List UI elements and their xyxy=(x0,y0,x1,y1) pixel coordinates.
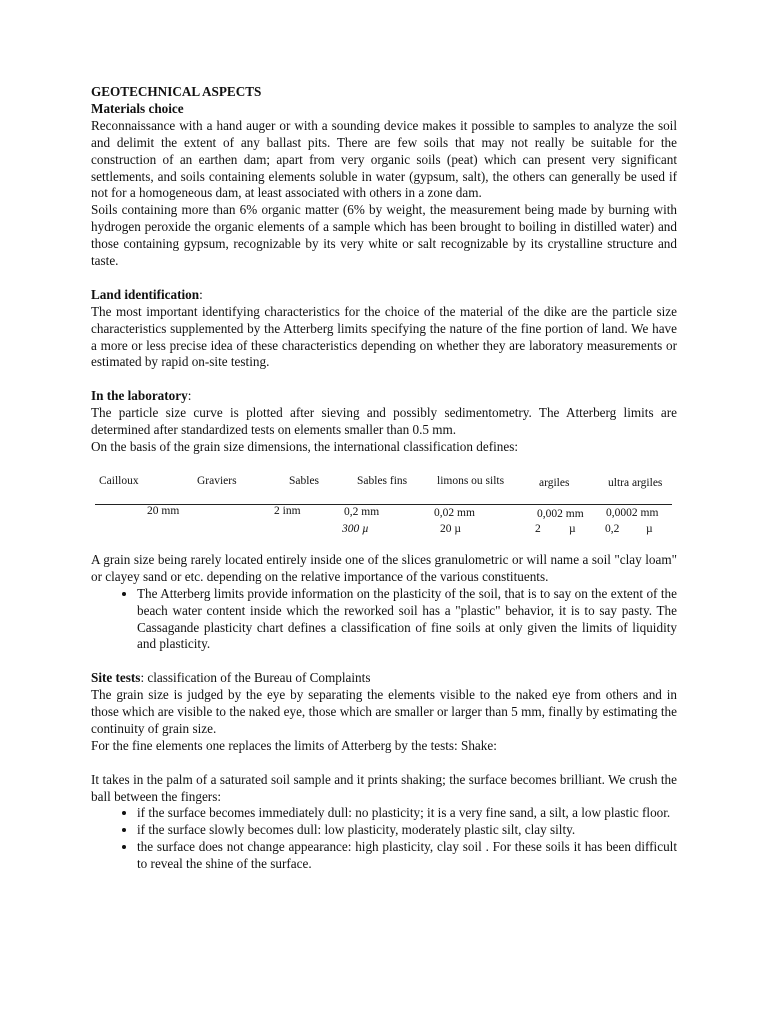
grain-header-sables: Sables xyxy=(289,474,320,487)
site-heading-line xyxy=(91,670,677,687)
grain-header-argiles: argiles xyxy=(539,476,570,489)
lab-paragraph-1: The particle size curve is plotted after sieving and possibly sedimentometry. The Atterberg limits are determined after standardized tests on elements smaller than 0.5 mm. xyxy=(91,405,677,438)
site-heading: Site tests xyxy=(91,670,141,686)
grain-size-0-2mm: 0,2 mm xyxy=(344,505,380,518)
grain-micron-300: 300 µ xyxy=(342,522,369,535)
site-paragraph-2: For the fine elements one replaces the limits of Atterberg by the tests: Shake: xyxy=(91,737,497,753)
after-table-paragraph: A grain size being rarely located entirely inside one of the slices granulometric or will name a soil "clay loam" or clayey sand or etc. depending on the relative importance of the various constituents. xyxy=(91,551,677,584)
shake-test-list xyxy=(91,805,677,873)
grain-size-table xyxy=(91,473,677,535)
grain-micron-0-2: 0,2 xyxy=(605,522,620,535)
materials-heading: Materials choice xyxy=(91,100,184,116)
grain-size-0-02mm: 0,02 mm xyxy=(434,506,475,519)
grain-micron-2: 2 xyxy=(535,522,541,535)
grain-size-20mm: 20 mm xyxy=(147,504,180,517)
shake-bullet-2: • if the surface slowly becomes dull: low plasticity, moderately plastic silt, clay silty. xyxy=(137,822,677,839)
land-heading: Land identification xyxy=(91,286,200,302)
grain-header-sables-fins: Sables fins xyxy=(357,474,408,487)
grain-table-rule xyxy=(95,504,672,505)
grain-micron-20: 20 µ xyxy=(440,522,462,535)
shake-bullet-3: • the surface does not change appearance: high plasticity, clay soil . For these soils it has been difficult to reveal the shine of the surface. xyxy=(137,839,677,873)
grain-micron-0-2-unit: µ xyxy=(646,522,653,535)
site-paragraph-3: It takes in the palm of a saturated soil sample and it prints shaking; the surface becomes brilliant. We crush the ball between the fingers: xyxy=(91,771,677,804)
lab-heading-line xyxy=(91,388,677,405)
grain-header-ultra-argiles: ultra argiles xyxy=(608,476,663,489)
lab-heading-colon: : xyxy=(187,388,192,404)
shake-bullet-1: • if the surface becomes immediately dull: no plasticity; it is a very fine sand, a silt, a low plastic floor. xyxy=(137,805,677,822)
lab-paragraph-2: On the basis of the grain size dimensions, the international classification defines: xyxy=(91,439,519,454)
site-paragraph-1: The grain size is judged by the eye by separating the elements visible to the naked eye from others and in those which are visible to the naked eye, those which are smaller or larger than 5 mm, finally by estimating the continuity of grain size. xyxy=(91,687,677,736)
document-title: GEOTECHNICAL ASPECTS xyxy=(91,84,262,99)
materials-paragraph-2: Soils containing more than 6% organic matter (6% by weight, the measurement being made by burning with hydrogen peroxide the organic elements of a sample which has been brought to boiling in distilled water) and those containing gypsum, recognizable by its very white or salt recognizable by its crystalline structure and taste. xyxy=(91,202,677,269)
grain-micron-2-unit: µ xyxy=(569,522,576,535)
lab-heading: In the laboratory xyxy=(91,388,188,404)
document-page xyxy=(91,84,677,873)
grain-header-cailloux: Cailloux xyxy=(99,474,139,487)
land-heading-colon: : xyxy=(199,286,203,302)
land-heading-line xyxy=(91,287,677,304)
materials-paragraph-1: Reconnaissance with a hand auger or with a sounding device makes it possible to samples to analyze the soil and delimit the extent of any ballast pits. There are few soils that may not really be suitable for the construction of an earthen dam; apart from very organic soils (peat) which can present very significant settlements, and soils containing elements soluble in water (gypsum, salt), the others can generally be used if not for a homogeneous dam, at least associated with others in a zone dam. xyxy=(91,117,677,201)
grain-header-graviers: Graviers xyxy=(197,474,237,487)
grain-size-2mm: 2 inm xyxy=(274,504,301,517)
site-heading-rest: : classification of the Bureau of Complaints xyxy=(140,670,371,686)
grain-header-limons: limons ou silts xyxy=(437,474,505,487)
grain-size-0-002mm: 0,002 mm xyxy=(537,507,584,520)
atterberg-list xyxy=(91,586,677,654)
atterberg-bullet: • The Atterberg limits provide information on the plasticity of the soil, that is to say on the extent of the beach water content inside which the reworked soil has a "plastic" behavior, it is to say pasty. The Cassagande plasticity chart defines a classification of fine soils at only given the limits of liquidity and plasticity. xyxy=(137,586,677,654)
land-paragraph: The most important identifying characteristics for the choice of the material of the dike are the particle size characteristics supplemented by the Atterberg limits specifying the nature of the fine portion of land. We have a more or less precise idea of these characteristics depending on whether they are laboratory measurements or estimated by rapid on-site testing. xyxy=(91,303,677,370)
grain-size-0-0002mm: 0,0002 mm xyxy=(606,506,659,519)
